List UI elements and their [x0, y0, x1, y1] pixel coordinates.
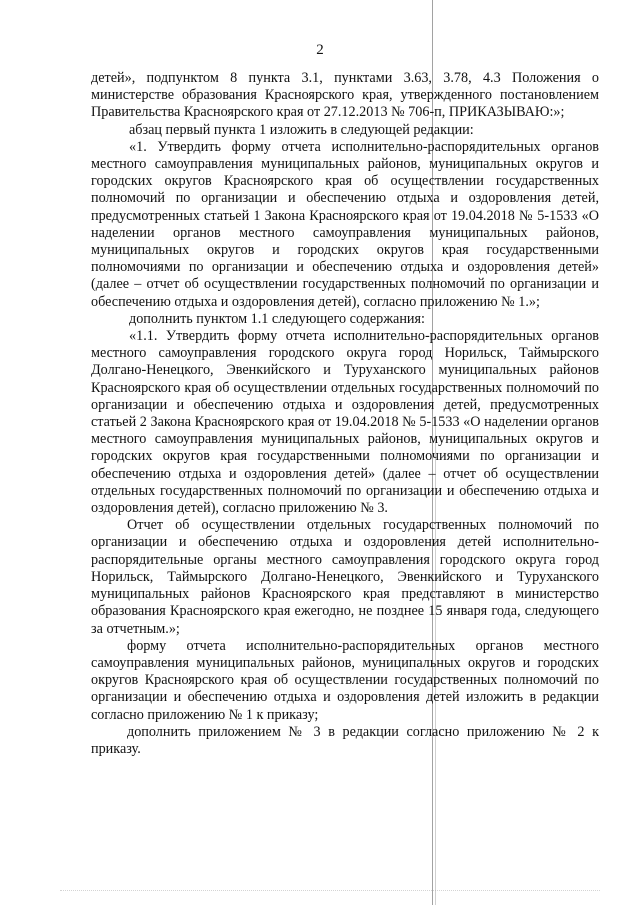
- document-body: [91, 70, 599, 758]
- paragraph: детей», подпунктом 8 пункта 3.1, пунктами 3.63, 3.78, 4.3 Положения о министерстве образования Красноярского края, утвержденного постановлением Правительства Красноярского края от 27.12.2013 № 706-п, ПРИКАЗЫВАЮ:»;: [91, 70, 599, 121]
- scan-artifact-dots: [60, 890, 600, 897]
- page-number: 2: [316, 42, 324, 58]
- paragraph: дополнить пунктом 1.1 следующего содержания:: [129, 310, 425, 327]
- paragraph: «1.1. Утвердить форму отчета исполнительно-распорядительных органов местного самоуправления городского округа город Норильск, Таймырского Долгано-Ненецкого, Эвенкийского и Туруханского муниципальных районов Красноярского края об осуществлении отдельных государственных полномочий по организации и обеспечению отдыха и оздоровления детей, предусмотренных статьей 2 Закона Красноярского края от 19.04.2018 № 5-1533 «О наделении органов местного самоуправления муниципальных районов, муниципальных округов и городских округов края государственными полномочиями по организации и обеспечению отдыха и оздоровления детей» (далее – отчет об осуществлении отдельных государственных полномочий по организации и обеспечению отдыха и оздоровления детей), согласно приложению № 3.: [91, 328, 599, 517]
- paragraph: Отчет об осуществлении отдельных государственных полномочий по организации и обеспечению отдыха и оздоровления детей исполнительно-распорядительные органы местного самоуправления городского округа город Норильск, Таймырского Долгано-Ненецкого, Эвенкийского и Туруханского муниципальных районов Красноярского края представляют в министерство образования Красноярского края ежегодно, не позднее 15 января года, следующего за отчетным.»;: [91, 517, 599, 637]
- paragraph: дополнить приложением № 3 в редакции согласно приложению № 2 к приказу.: [91, 723, 599, 757]
- paragraph: «1. Утвердить форму отчета исполнительно-распорядительных органов местного самоуправления муниципальных районов, муниципальных округов и городских округов Красноярского края об осуществлении государственных полномочий по организации и обеспечению отдыха и оздоровления детей, предусмотренных статьей 1 Закона Красноярского края от 19.04.2018 № 5-1533 «О наделении органов местного самоуправления муниципальных районов, муниципальных округов и городских округов края государственными полномочиями по организации и обеспечению отдыха и оздоровления детей» (далее – отчет об осуществлении государственных полномочий по организации и обеспечению отдыха и оздоровления детей), согласно приложению № 1.»;: [91, 138, 599, 310]
- paragraph: форму отчета исполнительно-распорядительных органов местного самоуправления муниципальных районов, муниципальных округов и городских округов Красноярского края об осуществлении государственных полномочий по организации и обеспечению отдыха и оздоровления детей изложить в редакции согласно приложению № 1 к приказу;: [91, 637, 599, 723]
- paragraph: абзац первый пункта 1 изложить в следующей редакции:: [129, 121, 474, 138]
